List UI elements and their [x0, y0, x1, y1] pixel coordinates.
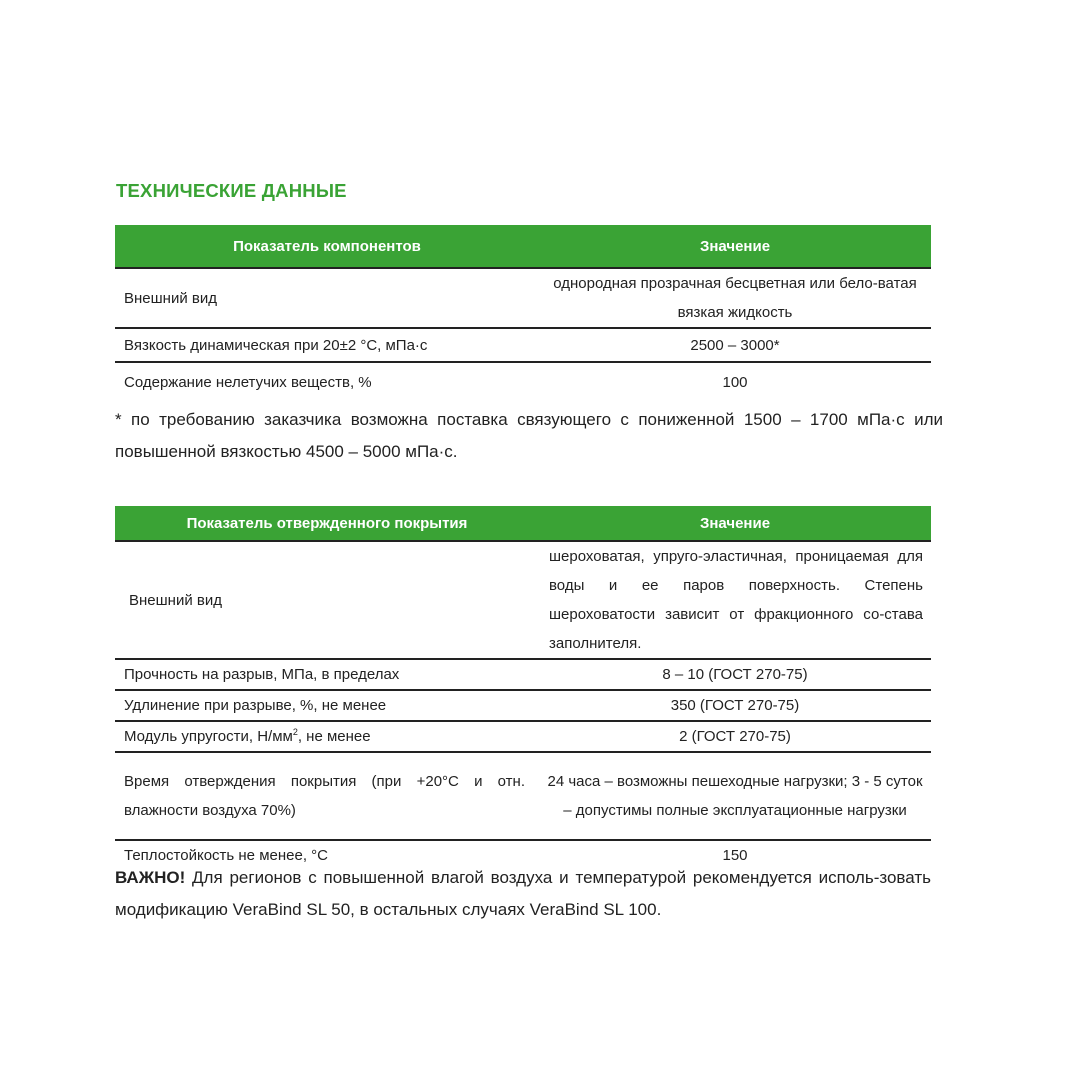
table-row	[115, 752, 931, 840]
row-value: шероховатая, упруго-эластичная, проницаемая для воды и ее паров поверхность. Степень шероховатости зависит от фракционного со-става заполнителя.	[539, 541, 931, 659]
table-header-row	[115, 225, 931, 268]
label-text-suffix: , не менее	[297, 728, 371, 745]
row-value: 2 (ГОСТ 270-75)	[539, 721, 931, 752]
header-value: Значение	[539, 225, 931, 268]
important-text: Для регионов с повышенной влагой воздуха и температурой рекомендуется исполь-зовать модификацию VeraBind SL 50, в остальных случаях VeraBind SL 100.	[115, 868, 931, 919]
label-superscript: 2	[292, 727, 298, 737]
table-row	[115, 362, 931, 402]
important-prefix: ВАЖНО!	[115, 868, 186, 887]
header-value: Значение	[539, 506, 931, 541]
table-row	[115, 690, 931, 721]
row-value: 2500 – 3000*	[539, 328, 931, 362]
row-value: 350 (ГОСТ 270-75)	[539, 690, 931, 721]
header-indicator: Показатель отвержденного покрытия	[115, 506, 539, 541]
footnote: * по требованию заказчика возможна поставка связующего с пониженной 1500 – 1700 мПа·с или повышенной вязкостью 4500 – 5000 мПа·с.	[115, 410, 943, 461]
section-title: ТЕХНИЧЕСКИЕ ДАННЫЕ	[116, 180, 347, 201]
row-value: однородная прозрачная бесцветная или бело-ватая вязкая жидкость	[539, 268, 931, 328]
row-label: Теплостойкость не менее, °С	[124, 847, 328, 864]
row-label: Прочность на разрыв, МПа, в пределах	[115, 659, 539, 690]
table-row	[115, 541, 931, 659]
row-value: 150	[722, 847, 748, 864]
row-label: Удлинение при разрыве, %, не менее	[115, 690, 539, 721]
row-label: Время отверждения покрытия (при +20°С и отн. влажности воздуха 70%)	[115, 752, 539, 840]
coating-table	[115, 506, 931, 870]
row-label: Внешний вид	[115, 268, 539, 328]
header-indicator: Показатель компонентов	[115, 225, 539, 268]
row-value: 100	[722, 374, 748, 391]
table-row	[115, 328, 931, 362]
row-label: Внешний вид	[115, 541, 539, 659]
important-note	[115, 862, 931, 926]
label-text: Модуль упругости, Н/мм	[124, 728, 293, 745]
row-label	[115, 721, 539, 752]
table-row	[115, 721, 931, 752]
components-table	[115, 225, 931, 402]
table-row	[115, 268, 931, 328]
row-label: Содержание нелетучих веществ, %	[124, 374, 372, 391]
row-value: 24 часа – возможны пешеходные нагрузки; 3 - 5 суток – допустимы полные эксплуатационные нагрузки	[539, 752, 931, 840]
row-value: 8 – 10 (ГОСТ 270-75)	[539, 659, 931, 690]
table-row	[115, 659, 931, 690]
row-label: Вязкость динамическая при 20±2 °С, мПа·с	[115, 328, 539, 362]
table-header-row	[115, 506, 931, 541]
